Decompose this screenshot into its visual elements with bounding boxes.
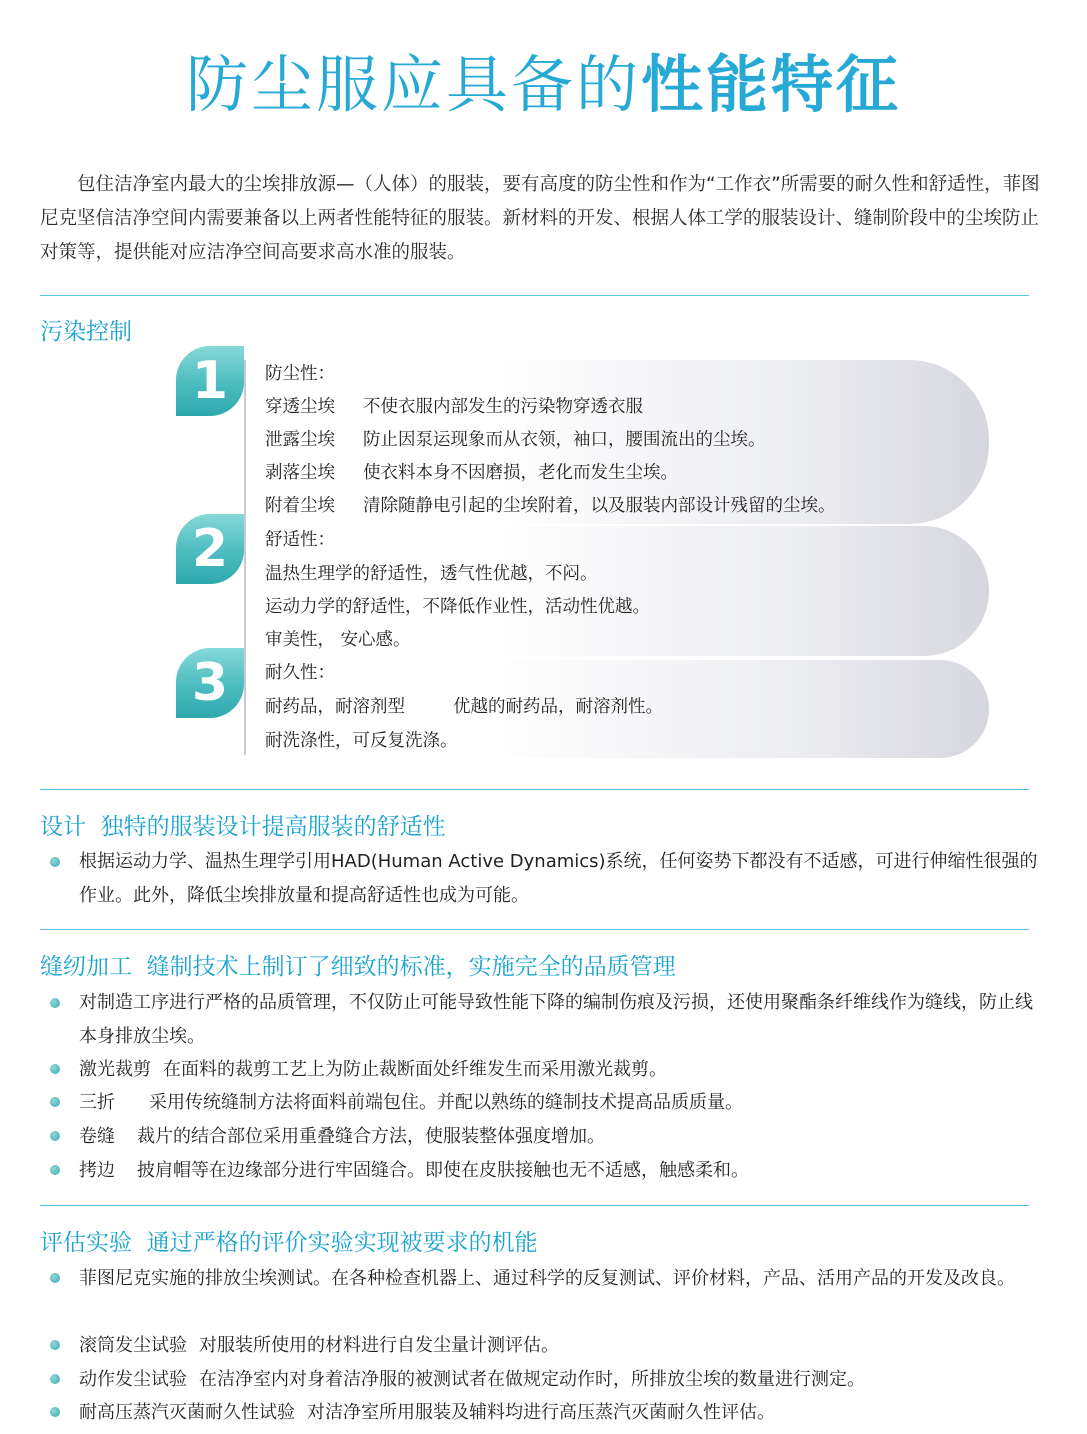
- feature-line: 耐洗涤性，可反复洗涤。: [265, 731, 458, 751]
- feature-line: [265, 395, 643, 419]
- testing-item: [79, 1396, 1049, 1430]
- feature-text: 优越的耐药品，耐溶剂性。: [453, 697, 663, 717]
- divider: [40, 789, 1029, 790]
- item-text: 对服装所使用的材料进行自发尘量计测评估。: [199, 1335, 559, 1356]
- feature-text: 不使衣服内部发生的污染物穿透衣服: [363, 397, 643, 417]
- item-key: 激光裁剪: [79, 1059, 151, 1080]
- number-badge-2: 2: [176, 514, 244, 584]
- sewing-item: [79, 1154, 1049, 1188]
- divider: [40, 295, 1029, 296]
- bullet-dot: [50, 1064, 60, 1074]
- feature-heading: 舒适性：: [265, 530, 335, 550]
- bullet-dot: [50, 1165, 60, 1175]
- bullet-dot: [50, 1374, 60, 1384]
- item-key: 耐高压蒸汽灭菌耐久性试验: [79, 1402, 295, 1423]
- section-title-sewing: 缝纫加工 缝制技术上制订了细致的标准，实施完全的品质管理: [40, 954, 676, 980]
- feature-line: [265, 461, 678, 485]
- bullet-dot: [50, 1273, 60, 1283]
- item-text: 在面料的裁剪工艺上为防止裁断面处纤维发生而采用激光裁剪。: [163, 1059, 667, 1080]
- section-title-design: 设计 独特的服装设计提高服装的舒适性: [40, 814, 446, 840]
- item-key: 滚筒发尘试验: [79, 1335, 187, 1356]
- bullet-dot: [50, 857, 60, 867]
- feature-line: [265, 695, 663, 719]
- feature-key: 穿透尘埃: [265, 397, 335, 417]
- bullet-dot: [50, 1097, 60, 1107]
- divider: [40, 929, 1029, 930]
- feature-line: 审美性， 安心感。: [265, 630, 411, 650]
- feature-heading: 耐久性：: [265, 663, 335, 683]
- item-text: 披肩帽等在边缘部分进行牢固缝合。即使在皮肤接触也无不适感，触感柔和。: [137, 1160, 749, 1181]
- bullet-dot: [50, 1131, 60, 1141]
- section-title-testing: 评估实验 通过严格的评价实验实现被要求的机能: [40, 1230, 538, 1256]
- intro-paragraph: 包住洁净室内最大的尘埃排放源—（人体）的服装，要有高度的防尘性和作为“工作衣”所需要的耐久性和舒适性，菲图尼克坚信洁净空间内需要兼备以上两者性能特征的服装。新材料的开发、根据人体工学的服装设计、缝制阶段中的尘埃防止对策等，提供能对应洁净空间高要求高水准的服装。: [40, 174, 1040, 263]
- item-text: 在洁净室内对身着洁净服的被测试者在做规定动作时，所排放尘埃的数量进行测定。: [199, 1369, 865, 1390]
- testing-paragraph: 菲图尼克实施的排放尘埃测试。在各种检查机器上、通过科学的反复测试、评价材料，产品、活用产品的开发及改良。: [79, 1268, 1015, 1289]
- item-text: 裁片的结合部位采用重叠缝合方法，使服装整体强度增加。: [137, 1126, 605, 1147]
- testing-item: [79, 1329, 1049, 1363]
- bullet-dot: [50, 1340, 60, 1350]
- feature-text: 使衣料本身不因磨损，老化而发生尘埃。: [363, 463, 678, 483]
- sewing-item: [79, 1053, 1049, 1087]
- feature-key: 泄露尘埃: [265, 430, 335, 450]
- item-key: 动作发尘试验: [79, 1369, 187, 1390]
- sewing-item: [79, 1086, 1049, 1120]
- number-badge-1: 1: [176, 346, 244, 416]
- feature-key: 剥落尘埃: [265, 463, 335, 483]
- number-badge-3: 3: [176, 648, 244, 718]
- divider: [40, 1205, 1029, 1206]
- feature-line: [265, 428, 766, 452]
- title-bold: 性能特征: [641, 48, 902, 121]
- section-title-pollution: 污染控制: [40, 319, 132, 345]
- item-text: 采用传统缝制方法将面料前端包住。并配以熟练的缝制技术提高品质质量。: [149, 1092, 743, 1113]
- feature-text: 清除随静电引起的尘埃附着，以及服装内部设计残留的尘埃。: [363, 496, 836, 516]
- sewing-item: [79, 1120, 1049, 1154]
- band-divider-line: [244, 360, 246, 755]
- item-key: 三折: [79, 1092, 115, 1113]
- sewing-paragraph: 对制造工序进行严格的品质管理，不仅防止可能导致性能下降的编制伤痕及污损，还使用聚酯条纤维线作为缝线，防止线本身排放尘埃。: [79, 992, 1033, 1047]
- feature-heading: 防尘性：: [265, 364, 335, 384]
- feature-line: [265, 494, 836, 518]
- feature-key: 耐药品，耐溶剂型: [265, 697, 405, 717]
- feature-key: 附着尘埃: [265, 496, 335, 516]
- feature-line: 温热生理学的舒适性，透气性优越，不闷。: [265, 564, 598, 584]
- bullet-dot: [50, 998, 60, 1008]
- item-text: 对洁净室所用服装及辅料均进行高压蒸汽灭菌耐久性评估。: [307, 1402, 775, 1423]
- item-key: 卷缝: [79, 1126, 115, 1147]
- testing-item: [79, 1363, 1049, 1397]
- page-title: [0, 46, 1087, 124]
- bullet-dot: [50, 1407, 60, 1417]
- item-key: 拷边: [79, 1160, 115, 1181]
- title-normal: 防尘服应具备的: [185, 48, 641, 121]
- feature-text: 防止因泵运现象而从衣领，袖口，腰围流出的尘埃。: [363, 430, 766, 450]
- feature-line: 运动力学的舒适性，不降低作业性，活动性优越。: [265, 597, 650, 617]
- design-paragraph: 根据运动力学、温热生理学引用HAD(Human Active Dynamics)系统，任何姿势下都没有不适感，可进行伸缩性很强的作业。此外，降低尘埃排放量和提高舒适性也成为可能。: [79, 851, 1038, 906]
